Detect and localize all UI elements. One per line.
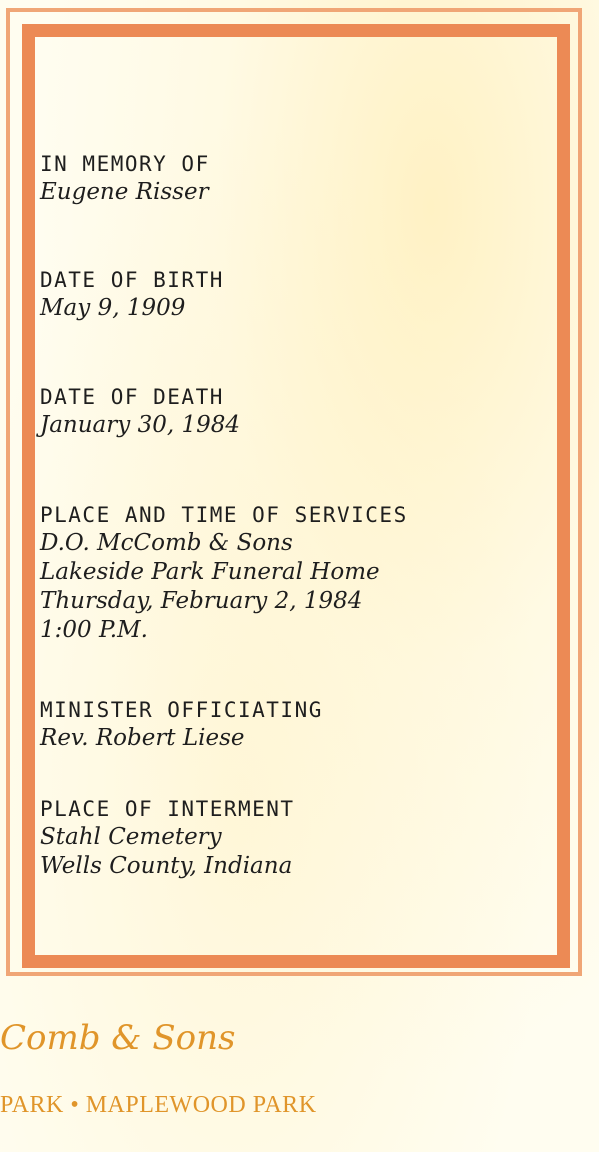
funeral-home-locations: PARK • MAPLEWOOD PARK xyxy=(0,1092,317,1118)
services-line: Lakeside Park Funeral Home xyxy=(40,559,380,585)
interment-label: PLACE OF INTERMENT xyxy=(40,797,295,821)
funeral-home-script-name: Comb & Sons xyxy=(0,1018,236,1058)
interment-line: Wells County, Indiana xyxy=(40,853,293,879)
death-date: January 30, 1984 xyxy=(40,412,240,438)
in-memory-label: IN MEMORY OF xyxy=(40,152,210,176)
services-label: PLACE AND TIME OF SERVICES xyxy=(40,503,408,527)
minister-label: MINISTER OFFICIATING xyxy=(40,698,323,722)
services-line: 1:00 P.M. xyxy=(40,617,148,643)
services-line: D.O. McComb & Sons xyxy=(40,530,293,556)
services-line: Thursday, February 2, 1984 xyxy=(40,588,363,614)
birth-label: DATE OF BIRTH xyxy=(40,268,224,292)
interment-line: Stahl Cemetery xyxy=(40,824,222,850)
deceased-name: Eugene Risser xyxy=(40,179,209,205)
birth-date: May 9, 1909 xyxy=(40,295,186,321)
death-label: DATE OF DEATH xyxy=(40,385,224,409)
minister-name: Rev. Robert Liese xyxy=(40,725,245,751)
